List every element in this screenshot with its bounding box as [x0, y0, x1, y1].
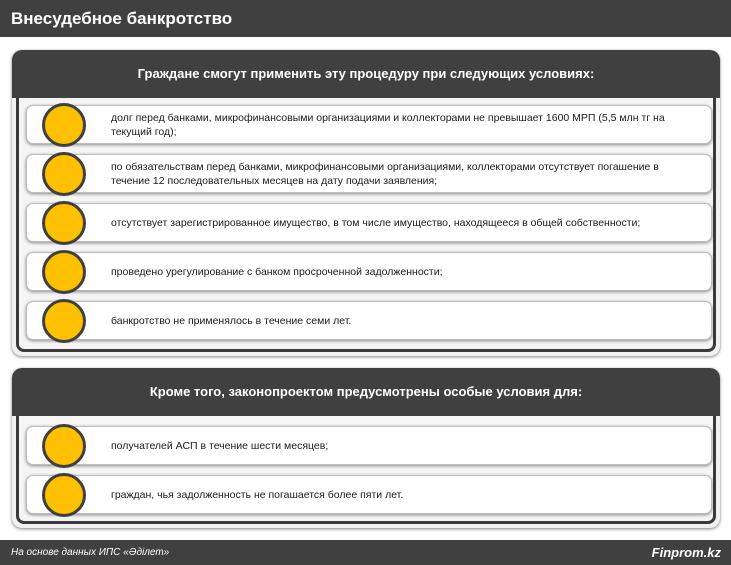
condition-text: по обязательствам перед банками, микрофинансовыми организациями, коллекторами отсутствует погашение в течение 12 последовательных месяцев на дату подачи заявления; — [111, 160, 659, 187]
bullet-circle-icon — [42, 473, 86, 517]
condition-item — [26, 203, 712, 242]
condition-text: банкротство не применялось в течение семи лет. — [111, 314, 352, 327]
bullet-circle-icon — [42, 424, 86, 468]
condition-item — [26, 154, 712, 193]
special-condition-text: получателей АСП в течение шести месяцев; — [111, 439, 329, 452]
conditions-heading: Граждане смогут применить эту процедуру при следующих условиях: — [12, 50, 720, 98]
special-conditions-heading: Кроме того, законопроектом предусмотрены особые условия для: — [12, 368, 720, 416]
bullet-circle-icon — [42, 152, 86, 196]
special-condition-text: граждан, чья задолженность не погашается более пяти лет. — [111, 488, 404, 501]
bullet-circle-icon — [42, 250, 86, 294]
condition-text: проведено урегулирование с банком просроченной задолженности; — [111, 265, 443, 278]
condition-item — [26, 105, 712, 144]
condition-text: отсутствует зарегистрированное имущество, в том числе имущество, находящееся в общей собственности; — [111, 216, 641, 229]
special-conditions-body — [16, 416, 716, 524]
special-conditions-panel — [12, 368, 720, 528]
bullet-circle-icon — [42, 103, 86, 147]
condition-text: долг перед банками, микрофинансовыми организациями и коллекторами не превышает 1600 МРП (5,5 млн тг на текущий год); — [111, 111, 665, 138]
special-condition-item — [26, 426, 712, 465]
page-title: Внесудебное банкротство — [0, 0, 731, 37]
brand-logo-text: Finprom.kz — [651, 545, 721, 560]
conditions-body — [16, 98, 716, 352]
condition-item — [26, 301, 712, 340]
footer — [0, 540, 731, 565]
condition-item — [26, 252, 712, 291]
bullet-circle-icon — [42, 201, 86, 245]
bullet-circle-icon — [42, 299, 86, 343]
source-note: На основе данных ИПС «Әділет» — [11, 547, 170, 558]
special-condition-item — [26, 475, 712, 514]
conditions-panel — [12, 50, 720, 356]
